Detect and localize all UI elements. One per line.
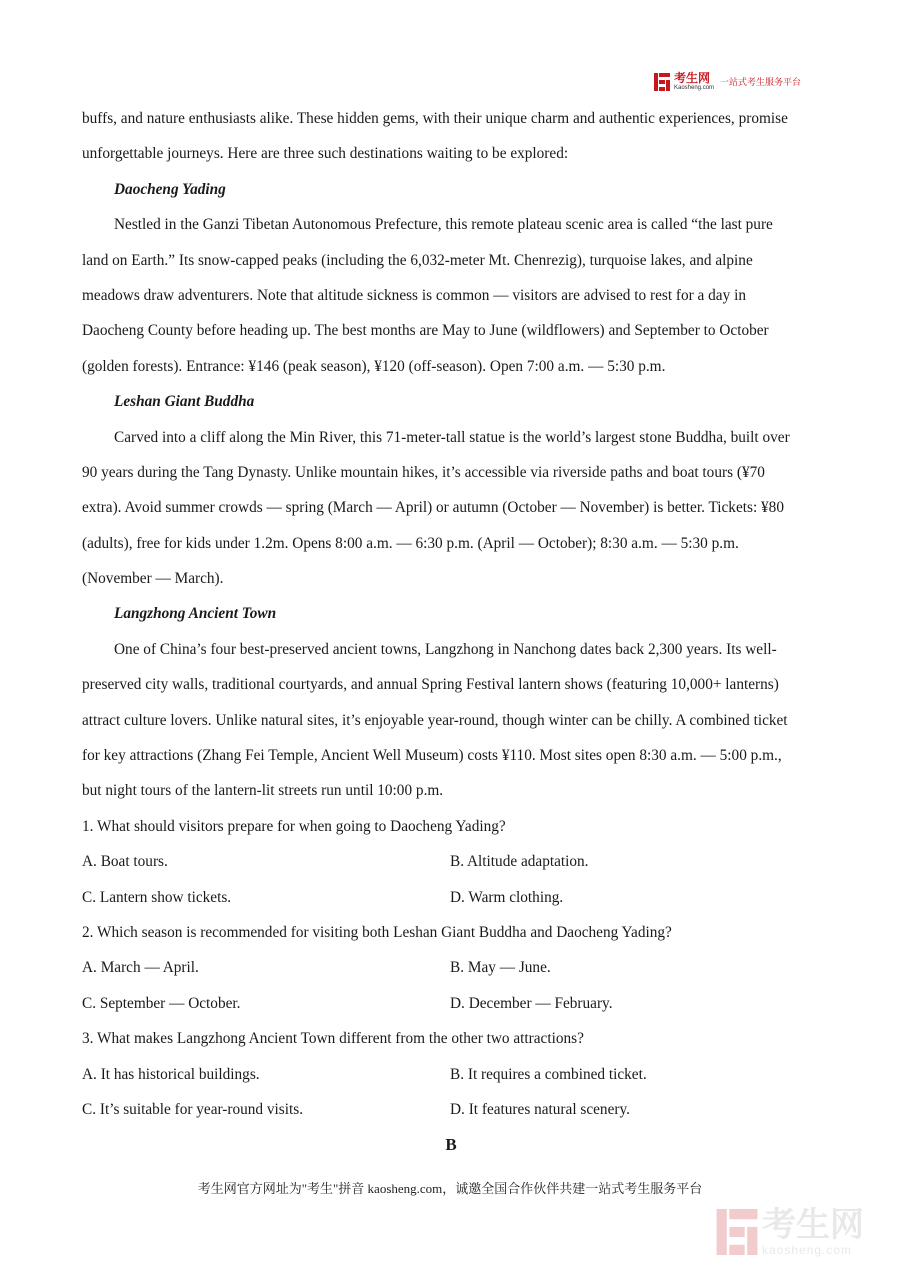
- option-a: A. It has historical buildings.: [82, 1065, 260, 1083]
- option-c: C. September — October.: [82, 994, 241, 1012]
- section-heading: Daocheng Yading: [114, 180, 226, 198]
- page-footer: 考生网官方网址为"考生"拼音 kaosheng.com，诚邀全国合作伙伴共建一站式考生服务平台: [197, 1181, 703, 1196]
- question-stem: 1. What should visitors prepare for when going to Daocheng Yading?: [82, 817, 506, 835]
- option-row: [82, 1092, 820, 1127]
- option-b: B. May — June.: [450, 959, 551, 977]
- option-b: B. Altitude adaptation.: [450, 853, 589, 871]
- option-d: D. December — February.: [450, 994, 613, 1012]
- option-d: D. Warm clothing.: [450, 888, 564, 906]
- paragraph-line: (adults), free for kids under 1.2m. Opens 8:00 a.m. — 6:30 p.m. (April — October); 8:30 a.m. — 5:30 p.m.: [82, 534, 739, 552]
- paragraph-line: but night tours of the lantern-lit streets run until 10:00 p.m.: [82, 782, 444, 800]
- paragraph-line: 90 years during the Tang Dynasty. Unlike mountain hikes, it’s accessible via riverside paths and boat tours (¥70: [82, 463, 765, 481]
- intro-line: unforgettable journeys. Here are three such destinations waiting to be explored:: [82, 145, 569, 163]
- paragraph-line: extra). Avoid summer crowds — spring (March — April) or autumn (October — November) is better. Tickets: ¥80: [82, 499, 784, 517]
- section-heading: Leshan Giant Buddha: [114, 393, 255, 411]
- logo-slogan: 一站式考生服务平台: [720, 78, 802, 88]
- watermark-logo: [716, 1205, 864, 1257]
- option-row: [82, 844, 820, 879]
- option-row: [82, 1057, 820, 1092]
- option-c: C. Lantern show tickets.: [82, 888, 232, 906]
- section-heading: Langzhong Ancient Town: [114, 605, 277, 623]
- watermark-en: kaosheng.com: [762, 1243, 853, 1257]
- logo-cn: 考生网: [674, 71, 711, 85]
- question-stem: 3. What makes Langzhong Ancient Town different from the other two attractions?: [82, 1030, 584, 1048]
- paragraph-line: (November — March).: [82, 570, 224, 588]
- kaosheng-logo-icon: [654, 73, 670, 91]
- question-stem: 2. Which season is recommended for visiting both Leshan Giant Buddha and Daocheng Yading?: [82, 923, 672, 941]
- kaosheng-watermark-icon: [716, 1209, 758, 1255]
- logo-text: [674, 72, 714, 91]
- option-c: C. It’s suitable for year-round visits.: [82, 1100, 304, 1118]
- option-row: [82, 986, 820, 1021]
- paragraph-line: preserved city walls, traditional courtyards, and annual Spring Festival lantern shows (featuring 10,000+ lanterns): [82, 676, 779, 694]
- option-d: D. It features natural scenery.: [450, 1100, 630, 1118]
- paragraph-line: Daocheng County before heading up. The best months are May to June (wildflowers) and September to October: [82, 322, 769, 340]
- paragraph-line: Nestled in the Ganzi Tibetan Autonomous Prefecture, this remote plateau scenic area is called “the last pure: [114, 216, 773, 234]
- option-b: B. It requires a combined ticket.: [450, 1065, 647, 1083]
- option-row: [82, 880, 820, 915]
- option-a: A. Boat tours.: [82, 853, 168, 871]
- option-a: A. March — April.: [82, 959, 199, 977]
- paragraph-line: attract culture lovers. Unlike natural sites, it’s enjoyable year-round, though winter can be chilly. A combined ticket: [82, 711, 788, 729]
- intro-line: buffs, and nature enthusiasts alike. These hidden gems, with their unique charm and authentic experiences, promise: [82, 110, 788, 127]
- option-row: [82, 950, 820, 985]
- paragraph-line: One of China’s four best-preserved ancient towns, Langzhong in Nanchong dates back 2,300 years. Its well-: [114, 640, 777, 658]
- paragraph-line: meadows draw adventurers. Note that altitude sickness is common — visitors are advised to rest for a day in: [82, 286, 746, 304]
- paragraph-line: (golden forests). Entrance: ¥146 (peak season), ¥120 (off-season). Open 7:00 a.m. — 5:30 p.m.: [82, 357, 666, 375]
- document-body: [82, 101, 820, 1163]
- paragraph-line: land on Earth.” Its snow-capped peaks (including the 6,032-meter Mt. Chenrezig), turquoise lakes, and alpine: [82, 251, 753, 269]
- header-logo: [654, 72, 801, 91]
- logo-en: Kaosheng.com: [674, 85, 715, 91]
- watermark-cn: 考生网: [762, 1205, 864, 1245]
- watermark-text: [762, 1205, 864, 1257]
- paragraph-line: Carved into a cliff along the Min River, this 71-meter-tall statue is the world’s largest stone Buddha, built over: [114, 428, 790, 446]
- paragraph-line: for key attractions (Zhang Fei Temple, Ancient Well Museum) costs ¥110. Most sites open 8:30 a.m. — 5:00 p.m.,: [82, 747, 782, 765]
- section-b-heading: B: [445, 1135, 457, 1155]
